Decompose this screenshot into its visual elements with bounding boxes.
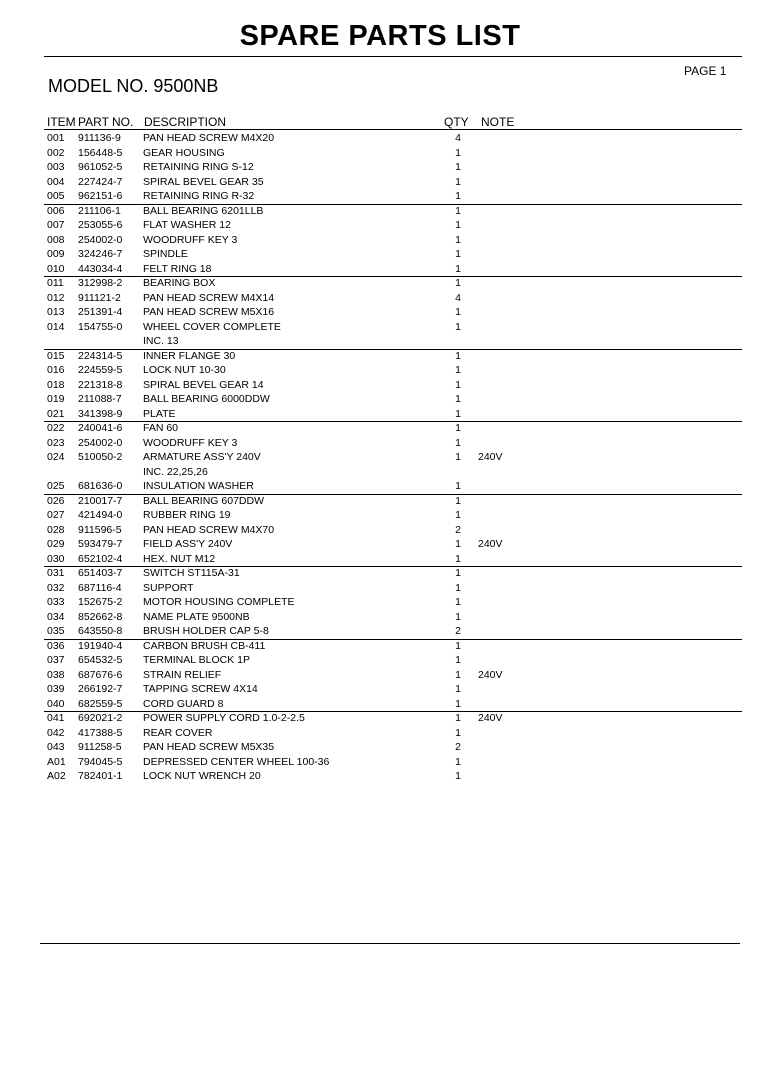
- part-quantity: 1: [455, 306, 461, 318]
- item-number: 039: [47, 683, 65, 695]
- table-row: [0, 160, 760, 175]
- table-row: [0, 305, 760, 320]
- table-row: [0, 204, 760, 219]
- part-number: 782401-1: [78, 770, 123, 782]
- item-number: 006: [47, 204, 65, 217]
- part-number: 643550-8: [78, 625, 123, 637]
- part-description: TAPPING SCREW 4X14: [143, 683, 258, 695]
- part-description: PAN HEAD SCREW M5X35: [143, 741, 275, 753]
- item-number: 042: [47, 726, 65, 739]
- model-number: MODEL NO. 9500NB: [48, 76, 219, 96]
- item-number: 024: [47, 451, 65, 463]
- part-description: FAN 60: [143, 422, 179, 434]
- item-number: 026: [47, 494, 65, 507]
- table-row: [0, 595, 760, 610]
- item-number: 043: [47, 741, 65, 753]
- part-description: SPINDLE: [143, 248, 188, 260]
- item-number: 001: [47, 132, 65, 144]
- part-number: 240041-6: [78, 422, 123, 434]
- part-quantity: 1: [455, 610, 461, 623]
- part-number: 254002-0: [78, 436, 123, 449]
- part-quantity: 1: [455, 204, 461, 217]
- part-note: 240V: [478, 538, 503, 550]
- part-number: 911596-5: [78, 523, 122, 536]
- part-description: PAN HEAD SCREW M5X16: [143, 306, 275, 318]
- part-number: 227424-7: [78, 175, 123, 188]
- table-header: [0, 115, 760, 129]
- part-description: INNER FLANGE 30: [143, 349, 236, 362]
- part-quantity: 1: [455, 436, 461, 449]
- item-number: 034: [47, 610, 65, 623]
- item-number: 011: [47, 277, 64, 289]
- part-description: FELT RING 18: [143, 262, 212, 275]
- part-description: RETAINING RING R-32: [143, 190, 255, 202]
- table-row: [0, 334, 760, 349]
- table-row: [0, 421, 760, 436]
- part-quantity: 1: [455, 494, 461, 507]
- part-quantity: 1: [455, 480, 461, 492]
- table-row: [0, 581, 760, 596]
- part-number: 852662-8: [78, 610, 123, 623]
- item-number: 014: [47, 320, 65, 333]
- part-quantity: 1: [455, 639, 461, 652]
- part-number: 654532-5: [78, 654, 123, 666]
- item-number: 009: [47, 248, 65, 260]
- part-quantity: 1: [455, 161, 461, 173]
- part-number: 211106-1: [78, 204, 121, 217]
- item-number: 021: [47, 407, 65, 420]
- item-number: 029: [47, 538, 65, 550]
- part-description: ARMATURE ASS'Y 240V: [143, 451, 261, 463]
- part-number: 266192-7: [78, 683, 123, 695]
- column-header-description: DESCRIPTION: [144, 115, 227, 129]
- part-description: LOCK NUT 10-30: [143, 364, 226, 376]
- part-number: 152675-2: [78, 596, 123, 608]
- table-row: [0, 697, 760, 712]
- part-number: 224559-5: [78, 364, 123, 376]
- part-number: 687676-6: [78, 668, 123, 681]
- part-number: 692021-2: [78, 712, 123, 724]
- part-description: PAN HEAD SCREW M4X20: [143, 132, 275, 144]
- part-number: 312998-2: [78, 277, 123, 289]
- table-row: [0, 276, 760, 291]
- part-quantity: 1: [455, 378, 461, 391]
- item-number: 032: [47, 581, 65, 594]
- part-number: 211088-7: [78, 393, 122, 405]
- part-description: TERMINAL BLOCK 1P: [143, 654, 250, 666]
- item-number: 008: [47, 233, 65, 246]
- part-number: 154755-0: [78, 320, 123, 333]
- column-header-item: ITEM: [47, 115, 76, 129]
- part-number: 253055-6: [78, 219, 123, 231]
- item-number: 023: [47, 436, 65, 449]
- table-row: [0, 566, 760, 581]
- item-number: 012: [47, 291, 65, 304]
- page-number: PAGE 1: [684, 64, 727, 78]
- part-description: GEAR HOUSING: [143, 146, 225, 159]
- part-note: 240V: [478, 712, 503, 724]
- part-number: 210017-7: [78, 494, 123, 507]
- part-description: SPIRAL BEVEL GEAR 14: [143, 378, 264, 391]
- footer-rule: [40, 943, 740, 944]
- part-quantity: 1: [455, 146, 461, 159]
- part-description: BEARING BOX: [143, 277, 216, 289]
- item-number: 013: [47, 306, 65, 318]
- table-row: [0, 494, 760, 509]
- item-number: 030: [47, 552, 65, 565]
- part-description: RUBBER RING 19: [143, 509, 231, 521]
- item-number: 019: [47, 393, 65, 405]
- column-header-part: PART NO.: [78, 115, 134, 129]
- part-note: 240V: [478, 451, 503, 463]
- part-quantity: 1: [455, 668, 461, 681]
- table-row: [0, 610, 760, 625]
- part-description: BALL BEARING 607DDW: [143, 494, 264, 507]
- part-number: 341398-9: [78, 407, 123, 420]
- part-quantity: 1: [455, 175, 461, 188]
- item-number: 038: [47, 668, 65, 681]
- table-row: [0, 146, 760, 161]
- table-row: [0, 726, 760, 741]
- page-title: SPARE PARTS LIST: [239, 20, 521, 52]
- part-quantity: 4: [455, 132, 461, 144]
- item-number: 031: [47, 567, 65, 579]
- part-quantity: 4: [455, 291, 461, 304]
- part-description: PAN HEAD SCREW M4X70: [143, 523, 275, 536]
- part-number: 652102-4: [78, 552, 123, 565]
- part-description: STRAIN RELIEF: [143, 668, 222, 681]
- part-number: 687116-4: [78, 581, 122, 594]
- part-description: SPIRAL BEVEL GEAR 35: [143, 175, 264, 188]
- table-row: [0, 218, 760, 233]
- part-number: 421494-0: [78, 509, 123, 521]
- part-quantity: 1: [455, 407, 461, 420]
- item-number: 002: [47, 146, 65, 159]
- item-number: 040: [47, 697, 65, 710]
- part-quantity: 1: [455, 596, 461, 608]
- part-note: 240V: [478, 668, 503, 681]
- table-row: [0, 769, 760, 784]
- table-row: [0, 407, 760, 422]
- part-number: 911121-2: [78, 291, 121, 304]
- part-quantity: 1: [455, 712, 461, 724]
- part-description: SUPPORT: [143, 581, 194, 594]
- part-quantity: 2: [455, 523, 461, 536]
- table-row: [0, 479, 760, 494]
- part-description: NAME PLATE 9500NB: [143, 610, 250, 623]
- item-number: 028: [47, 523, 65, 536]
- table-row: [0, 131, 760, 146]
- part-quantity: 1: [455, 581, 461, 594]
- part-number: 962151-6: [78, 190, 123, 202]
- part-description: WHEEL COVER COMPLETE: [143, 320, 281, 333]
- part-description: RETAINING RING S-12: [143, 161, 254, 173]
- part-number: 510050-2: [78, 451, 123, 463]
- part-description: DEPRESSED CENTER WHEEL 100-36: [143, 755, 330, 768]
- item-number: 036: [47, 639, 65, 652]
- table-row: [0, 392, 760, 407]
- table-row: [0, 175, 760, 190]
- part-number: 417388-5: [78, 726, 123, 739]
- part-quantity: 1: [455, 349, 461, 362]
- item-number: 037: [47, 654, 65, 666]
- part-number: 681636-0: [78, 480, 123, 492]
- title-underline: [44, 56, 742, 57]
- part-quantity: 2: [455, 625, 461, 637]
- part-quantity: 1: [455, 683, 461, 695]
- item-number: A01: [47, 755, 66, 768]
- part-quantity: 1: [455, 422, 461, 434]
- part-quantity: 1: [455, 654, 461, 666]
- table-row: [0, 523, 760, 538]
- table-row: [0, 349, 760, 364]
- item-number: 022: [47, 422, 65, 434]
- parts-table: [0, 131, 760, 784]
- part-quantity: 1: [455, 770, 461, 782]
- table-row: [0, 552, 760, 567]
- part-number: 224314-5: [78, 349, 123, 362]
- part-quantity: 1: [455, 726, 461, 739]
- part-description: REAR COVER: [143, 726, 213, 739]
- part-description: INC. 22,25,26: [143, 465, 208, 478]
- table-row: [0, 537, 760, 552]
- part-quantity: 1: [455, 364, 461, 376]
- part-description: LOCK NUT WRENCH 20: [143, 770, 261, 782]
- item-number: 033: [47, 596, 65, 608]
- table-row: [0, 682, 760, 697]
- part-description: PLATE: [143, 407, 176, 420]
- part-description: FLAT WASHER 12: [143, 219, 231, 231]
- column-header-note: NOTE: [481, 115, 515, 129]
- table-row: [0, 233, 760, 248]
- table-row: [0, 291, 760, 306]
- item-number: 004: [47, 175, 65, 188]
- item-number: 010: [47, 262, 65, 275]
- part-number: 911136-9: [78, 132, 121, 144]
- part-quantity: 1: [455, 248, 461, 260]
- part-quantity: 1: [455, 552, 461, 565]
- part-description: BALL BEARING 6000DDW: [143, 393, 270, 405]
- part-quantity: 1: [455, 262, 461, 275]
- part-quantity: 1: [455, 219, 461, 231]
- part-number: 221318-8: [78, 378, 123, 391]
- item-number: 025: [47, 480, 65, 492]
- part-number: 593479-7: [78, 538, 123, 550]
- part-quantity: 2: [455, 741, 461, 753]
- table-row: [0, 320, 760, 335]
- table-row: [0, 639, 760, 654]
- part-number: 324246-7: [78, 248, 123, 260]
- part-description: PAN HEAD SCREW M4X14: [143, 291, 275, 304]
- part-quantity: 1: [455, 538, 461, 550]
- part-quantity: 1: [455, 451, 461, 463]
- part-quantity: 1: [455, 190, 461, 202]
- part-number: 251391-4: [78, 306, 123, 318]
- table-row: [0, 755, 760, 770]
- part-number: 794045-5: [78, 755, 123, 768]
- part-number: 911258-5: [78, 741, 122, 753]
- table-row: [0, 378, 760, 393]
- part-description: CARBON BRUSH CB-411: [143, 639, 266, 652]
- part-description: POWER SUPPLY CORD 1.0-2-2.5: [143, 712, 305, 724]
- part-description: WOODRUFF KEY 3: [143, 233, 238, 246]
- part-description: WOODRUFF KEY 3: [143, 436, 238, 449]
- part-quantity: 1: [455, 393, 461, 405]
- part-number: 682559-5: [78, 697, 123, 710]
- part-number: 443034-4: [78, 262, 123, 275]
- part-description: SWITCH ST115A-31: [143, 567, 240, 579]
- part-number: 156448-5: [78, 146, 123, 159]
- table-row: [0, 653, 760, 668]
- item-number: A02: [47, 770, 66, 782]
- item-number: 018: [47, 378, 65, 391]
- part-quantity: 1: [455, 277, 461, 289]
- part-description: MOTOR HOUSING COMPLETE: [143, 596, 295, 608]
- part-description: HEX. NUT M12: [143, 552, 216, 565]
- table-row: [0, 711, 760, 726]
- part-description: BRUSH HOLDER CAP 5-8: [143, 625, 269, 637]
- table-row: [0, 450, 760, 465]
- header-rule: [44, 129, 742, 130]
- item-number: 027: [47, 509, 65, 521]
- item-number: 015: [47, 349, 65, 362]
- table-row: [0, 189, 760, 204]
- item-number: 003: [47, 161, 65, 173]
- part-number: 191940-4: [78, 639, 123, 652]
- table-row: [0, 508, 760, 523]
- item-number: 005: [47, 190, 65, 202]
- table-row: [0, 436, 760, 451]
- table-row: [0, 262, 760, 277]
- part-description: FIELD ASS'Y 240V: [143, 538, 233, 550]
- part-number: 254002-0: [78, 233, 123, 246]
- part-description: BALL BEARING 6201LLB: [143, 204, 264, 217]
- item-number: 035: [47, 625, 65, 637]
- part-quantity: 1: [455, 567, 461, 579]
- item-number: 016: [47, 364, 65, 376]
- column-header-qty: QTY: [444, 115, 469, 129]
- part-description: INSULATION WASHER: [143, 480, 254, 492]
- part-description: INC. 13: [143, 335, 179, 347]
- table-row: [0, 363, 760, 378]
- part-description: CORD GUARD 8: [143, 697, 224, 710]
- part-quantity: 1: [455, 233, 461, 246]
- part-number: 961052-5: [78, 161, 123, 173]
- table-row: [0, 465, 760, 480]
- table-row: [0, 740, 760, 755]
- part-quantity: 1: [455, 509, 461, 521]
- item-number: 041: [47, 712, 65, 724]
- table-row: [0, 668, 760, 683]
- item-number: 007: [47, 219, 65, 231]
- part-quantity: 1: [455, 755, 461, 768]
- table-row: [0, 624, 760, 639]
- part-number: 651403-7: [78, 567, 123, 579]
- table-row: [0, 247, 760, 262]
- part-quantity: 1: [455, 697, 461, 710]
- part-quantity: 1: [455, 320, 461, 333]
